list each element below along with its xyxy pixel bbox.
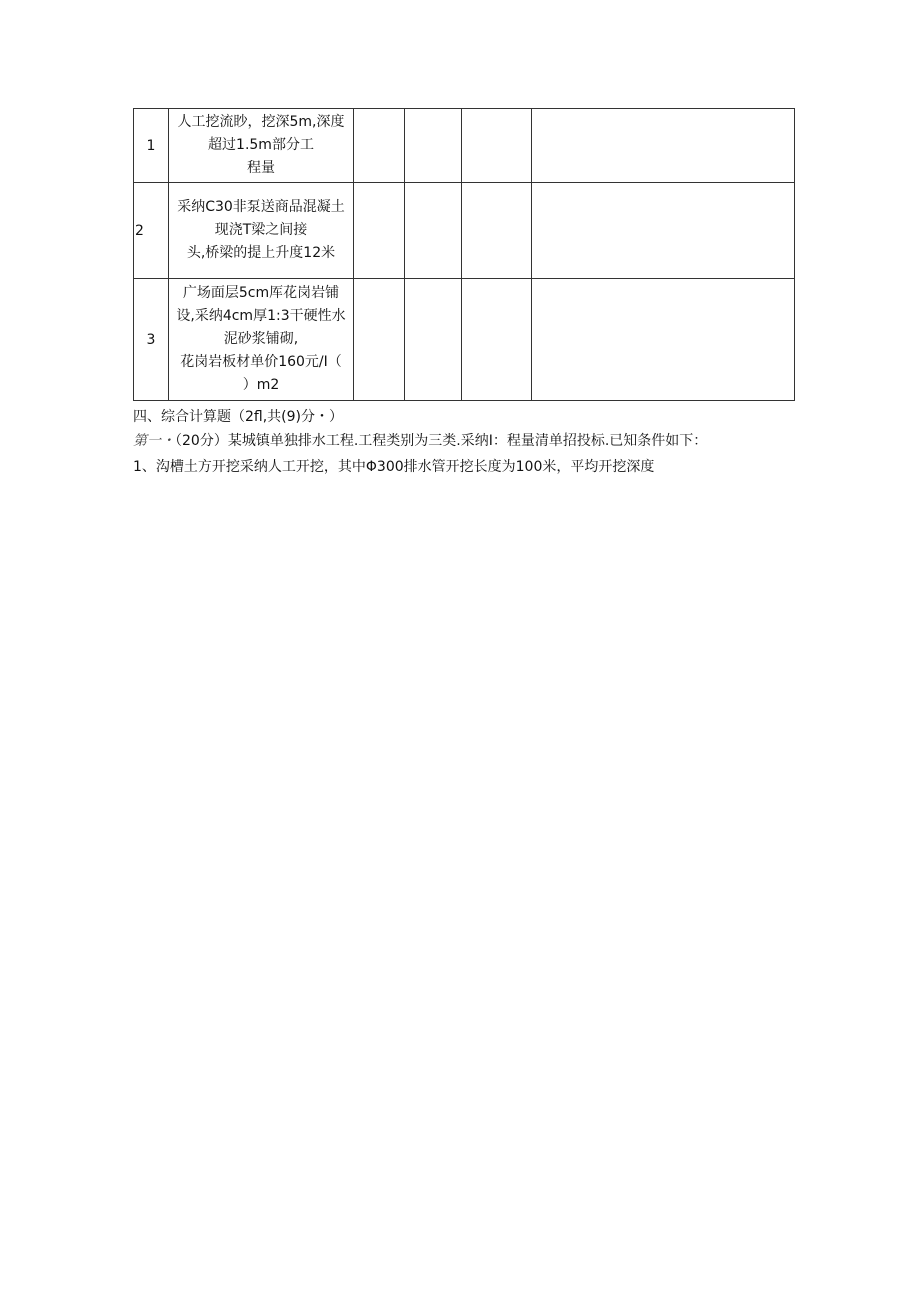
empty-cell	[405, 183, 462, 279]
description-line: 花岗岩板材单价160元/I（	[180, 354, 342, 370]
empty-cell	[532, 183, 795, 279]
empty-cell	[462, 183, 532, 279]
description-line: 头,桥梁的提上升度12米	[186, 245, 336, 261]
row-number: 2	[134, 183, 169, 279]
question-number: 第一・	[133, 433, 175, 449]
empty-cell	[532, 109, 795, 183]
description-line: 设,采纳4cm厚1:3干硬性水	[176, 308, 346, 324]
bill-of-quantities-table	[133, 108, 795, 401]
empty-cell	[462, 109, 532, 183]
empty-cell	[532, 279, 795, 401]
empty-cell	[354, 279, 405, 401]
table-row	[134, 109, 795, 183]
description-line: 现浇T梁之间接	[214, 222, 308, 238]
question-text: （20分）某城镇单独排水工程.工程类别为三类.采纳I：程量清单招投标.已知条件如下：	[175, 433, 708, 449]
empty-cell	[462, 279, 532, 401]
description-line: 超过1.5m部分工	[208, 137, 314, 153]
empty-cell	[354, 109, 405, 183]
table-row	[134, 183, 795, 279]
condition-item: 1、沟槽土方开挖采纳人工开挖，其中Φ300排水管开挖长度为100米，平均开挖深度	[133, 459, 655, 475]
empty-cell	[354, 183, 405, 279]
section-heading: 四、综合计算题（2fl,共(9)分・）	[133, 409, 344, 425]
question-paragraph	[133, 431, 707, 451]
item-description	[169, 279, 354, 401]
description-line: ）m2	[242, 377, 280, 393]
table-row	[134, 279, 795, 401]
description-line: 广场面层5cm厍花岗岩铺	[182, 285, 340, 301]
empty-cell	[405, 109, 462, 183]
row-number: 3	[134, 279, 169, 401]
description-line: 泥砂浆铺砌,	[223, 331, 299, 347]
item-description	[169, 183, 354, 279]
empty-cell	[405, 279, 462, 401]
description-line: 采纳C30非泵送商品混凝土	[177, 199, 345, 215]
row-number: 1	[134, 109, 169, 183]
description-line: 人工挖流眇，挖深5m,深度	[177, 114, 345, 130]
item-description	[169, 109, 354, 183]
description-line: 程量	[247, 160, 275, 176]
